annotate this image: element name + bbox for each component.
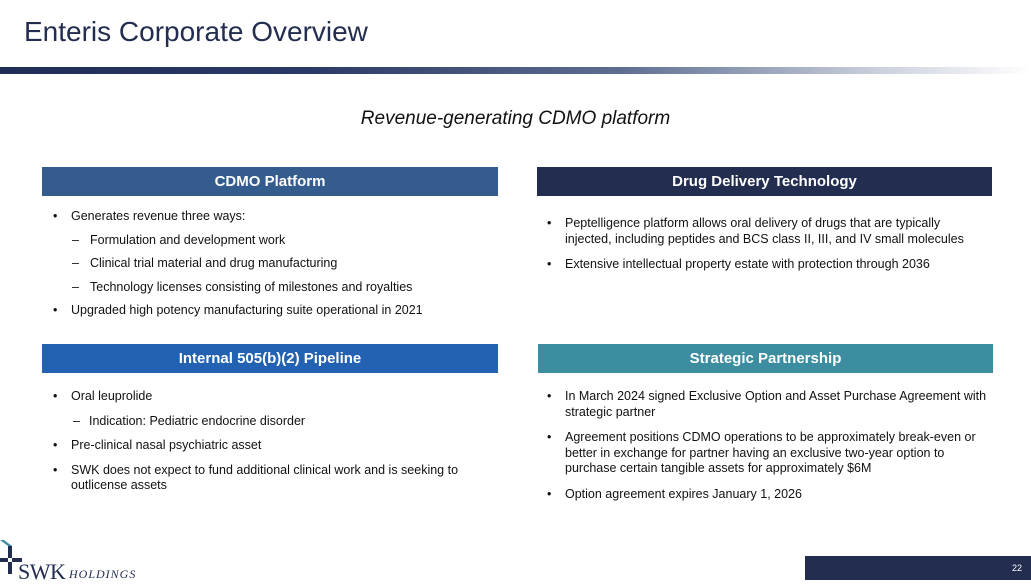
list-item-text: Peptelligence platform allows oral delivery of drugs that are typically injected, including peptides and BCS class II, III, and IV small molecules: [565, 216, 964, 246]
list-item-text: Option agreement expires January 1, 2026: [565, 486, 802, 501]
pipeline-body: [49, 389, 489, 494]
list-item: [49, 256, 499, 272]
bullet-mark: •: [547, 430, 552, 444]
list-item-text: Formulation and development work: [90, 232, 286, 247]
drug-delivery-body: [543, 216, 988, 273]
list-item: [49, 389, 489, 405]
list-item: [49, 438, 489, 454]
list-item-text: Clinical trial material and drug manufacturing: [90, 256, 338, 270]
list-item-text: SWK does not expect to fund additional clinical work and is seeking to outlicense assets: [71, 462, 459, 492]
partnership-body: [543, 389, 988, 502]
list-item-text: Generates revenue three ways:: [71, 209, 246, 223]
drug-delivery-header-label: Drug Delivery Technology: [672, 173, 857, 190]
list-item: [49, 414, 489, 430]
cdmo-platform-header: [42, 167, 498, 196]
list-item: [543, 216, 988, 247]
list-item-text: Pre-clinical nasal psychiatric asset: [71, 438, 262, 452]
list-item-text: Indication: Pediatric endocrine disorder: [89, 413, 306, 428]
list-item: [543, 389, 988, 420]
dash-mark: –: [72, 279, 79, 294]
list-item-text: Oral leuprolide: [71, 389, 153, 403]
dash-mark: –: [73, 413, 80, 428]
list-item: [49, 233, 499, 249]
page-number: 22: [1011, 563, 1022, 573]
list-item-text: Extensive intellectual property estate with protection through 2036: [565, 257, 930, 271]
bullet-mark: •: [547, 486, 552, 501]
title-divider: [0, 67, 1031, 74]
list-item-text: Upgraded high potency manufacturing suite operational in 2021: [71, 303, 423, 317]
list-item-text: Technology licenses consisting of milestones and royalties: [90, 279, 413, 294]
logo-tagline: HOLDINGS: [69, 567, 137, 581]
bullet-mark: •: [547, 389, 552, 403]
list-item: [49, 280, 499, 296]
dash-mark: –: [72, 256, 79, 270]
list-item: [543, 257, 988, 273]
drug-delivery-header: [537, 167, 992, 196]
cdmo-platform-header-label: CDMO Platform: [214, 173, 326, 190]
list-item: [543, 430, 988, 477]
list-item: [543, 487, 988, 503]
list-item-text: In March 2024 signed Exclusive Option and Asset Purchase Agreement with strategic partner: [565, 389, 987, 419]
bullet-mark: •: [547, 257, 552, 271]
bullet-mark: •: [53, 209, 58, 223]
list-item-text: Agreement positions CDMO operations to be approximately break-even or better in exchange for partner having an exclusive two-year option to purchase certain tangible assets for approximately $6M: [565, 430, 976, 475]
bullet-mark: •: [53, 438, 58, 452]
page-subtitle: Revenue-generating CDMO platform: [360, 108, 671, 129]
list-item: [49, 463, 489, 494]
list-item: [49, 209, 499, 225]
partnership-header: [538, 344, 993, 373]
page-title: Enteris Corporate Overview: [24, 16, 368, 47]
logo-wordmark: SWK: [18, 559, 66, 584]
cdmo-platform-body: [49, 209, 499, 319]
pipeline-header: [42, 344, 498, 373]
partnership-header-label: Strategic Partnership: [689, 350, 842, 367]
pipeline-header-label: Internal 505(b)(2) Pipeline: [178, 350, 362, 367]
list-item: [49, 303, 499, 319]
bullet-mark: •: [53, 389, 58, 403]
bullet-mark: •: [547, 216, 552, 230]
page-number-box: [805, 556, 1031, 580]
dash-mark: –: [72, 232, 79, 247]
bullet-mark: •: [53, 462, 58, 477]
bullet-mark: •: [53, 303, 58, 317]
